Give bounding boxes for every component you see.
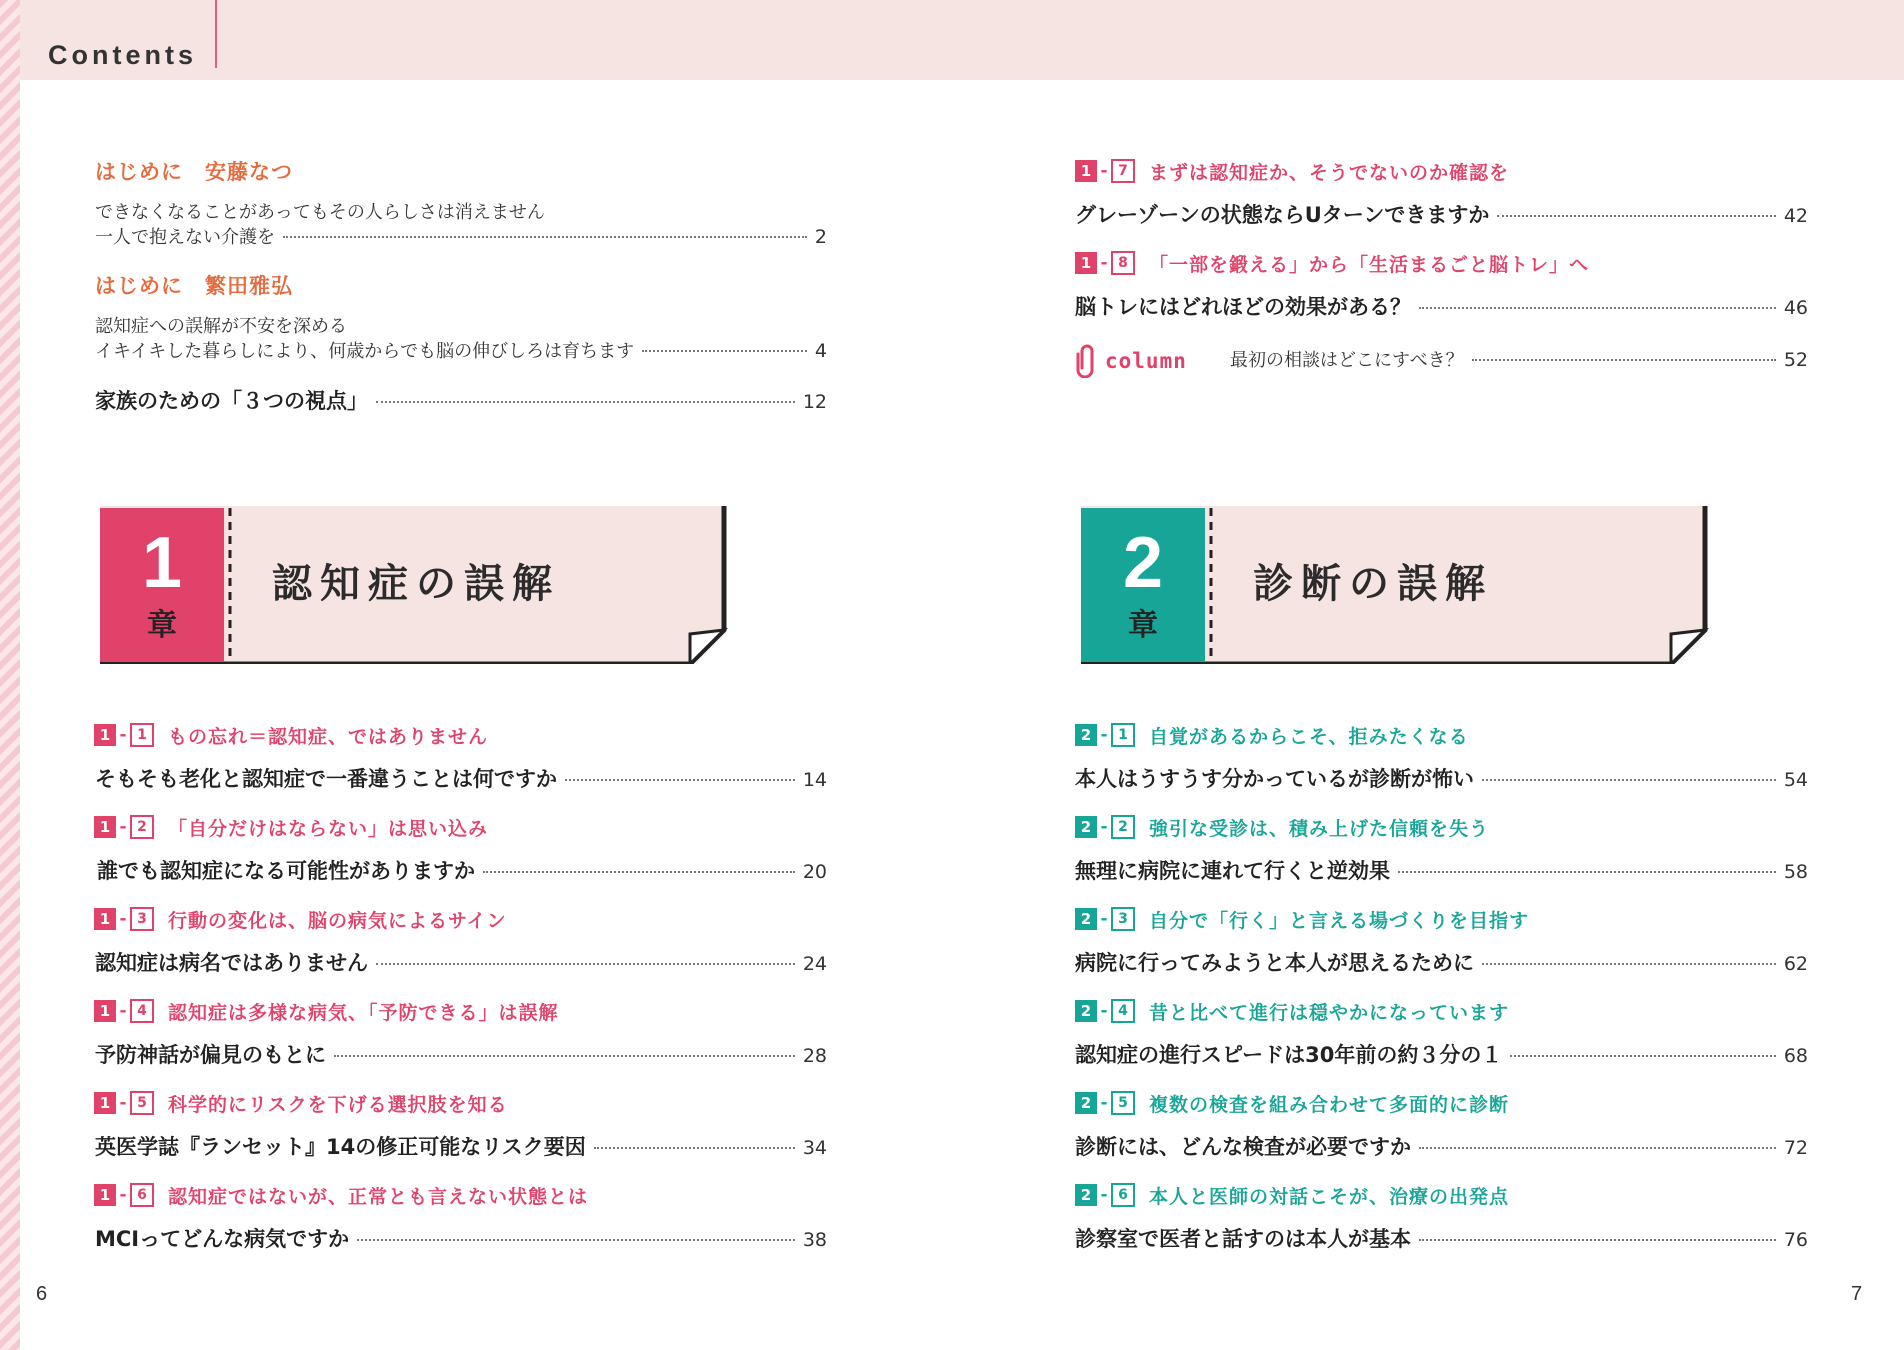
leader-dots bbox=[1482, 779, 1776, 781]
paperclip-icon bbox=[1075, 344, 1099, 378]
chapter-chip: 1 bbox=[94, 816, 116, 838]
toc-entry-title: 病院に行ってみようと本人が思えるために bbox=[1075, 951, 1474, 975]
leader-dots bbox=[1510, 1055, 1775, 1057]
toc-page-number: 54 bbox=[1783, 769, 1808, 791]
intro-heading-ando: はじめに 安藤なつ bbox=[95, 160, 293, 184]
toc-page-number: 28 bbox=[802, 1045, 827, 1067]
chapter-chip: 1 bbox=[1075, 252, 1097, 274]
toc-entry-title: 英医学誌『ランセット』14の修正可能なリスク要因 bbox=[95, 1135, 586, 1159]
section-heading-1-4: 1 - 4 認知症は多様な病気、「予防できる」は誤解 bbox=[94, 998, 559, 1024]
header-bar bbox=[20, 0, 1904, 80]
section-title: 強引な受診は、積み上げた信頼を失う bbox=[1149, 817, 1490, 840]
section-number: 3 bbox=[130, 907, 154, 931]
section-number: 5 bbox=[130, 1091, 154, 1115]
leader-dots bbox=[1482, 963, 1776, 965]
chapter-chip: 2 bbox=[1075, 908, 1097, 930]
chapter-chip: 2 bbox=[1075, 1184, 1097, 1206]
toc-entry-1-1[interactable] bbox=[95, 763, 827, 793]
chapter-chip: 2 bbox=[1075, 1000, 1097, 1022]
leader-dots bbox=[1419, 307, 1776, 309]
chapter-chip: 2 bbox=[1075, 724, 1097, 746]
section-number: 7 bbox=[1111, 159, 1135, 183]
section-number: 1 bbox=[1111, 723, 1135, 747]
chapter-chip: 1 bbox=[1075, 160, 1097, 182]
intro-line: 認知症への誤解が不安を深める bbox=[95, 316, 347, 337]
column-label bbox=[1075, 344, 1187, 378]
toc-page-number: 76 bbox=[1783, 1229, 1808, 1251]
toc-entry-1-6[interactable] bbox=[95, 1223, 827, 1253]
section-title: 本人と医師の対話こそが、治療の出発点 bbox=[1149, 1185, 1510, 1208]
toc-entry-title: 無理に病院に連れて行くと逆効果 bbox=[1075, 859, 1390, 883]
toc-entry-title: 一人で抱えない介護を bbox=[95, 227, 275, 248]
toc-page-number: 4 bbox=[814, 340, 827, 362]
chapter-chip: 1 bbox=[94, 1000, 116, 1022]
toc-entry-1-3[interactable] bbox=[95, 947, 827, 977]
toc-entry-title: 認知症の進行スピードは30年前の約３分の１ bbox=[1075, 1043, 1503, 1067]
section-heading-1-3: 1 - 3 行動の変化は、脳の病気によるサイン bbox=[94, 906, 507, 932]
toc-page-number: 14 bbox=[802, 769, 827, 791]
section-heading-2-4: 2 - 4 昔と比べて進行は穏やかになっています bbox=[1075, 998, 1509, 1024]
toc-page-number: 34 bbox=[802, 1137, 827, 1159]
toc-entry-2-3[interactable] bbox=[1075, 947, 1808, 977]
toc-page-number: 52 bbox=[1783, 349, 1808, 371]
page-title: Contents bbox=[48, 40, 197, 70]
chapter-label: 章 bbox=[1128, 608, 1158, 643]
toc-entry-1-2[interactable] bbox=[97, 855, 827, 885]
column-word: column bbox=[1105, 349, 1187, 373]
toc-entry-2-1[interactable] bbox=[1075, 763, 1808, 793]
section-number: 8 bbox=[1111, 251, 1135, 275]
section-heading-2-5: 2 - 5 複数の検査を組み合わせて多面的に診断 bbox=[1075, 1090, 1509, 1116]
toc-entry-1-4[interactable] bbox=[95, 1039, 827, 1069]
toc-entry-title: 最初の相談はどこにすべき？ bbox=[1230, 350, 1464, 371]
toc-entry-title: 診断には、どんな検査が必要ですか bbox=[1075, 1135, 1411, 1159]
section-heading-1-1: 1 - 1 もの忘れ＝認知症、ではありません bbox=[94, 722, 488, 748]
leader-dots bbox=[642, 350, 807, 352]
section-title: まずは認知症か、そうでないのか確認を bbox=[1149, 161, 1510, 184]
toc-entry-intro-shigeta[interactable] bbox=[95, 337, 827, 363]
section-number: 4 bbox=[130, 999, 154, 1023]
toc-page-number: 46 bbox=[1783, 297, 1808, 319]
toc-entry-2-5[interactable] bbox=[1075, 1131, 1808, 1161]
section-heading-1-2: 1 - 2 「自分だけはならない」は思い込み bbox=[94, 814, 488, 840]
chapter-2-banner[interactable] bbox=[1075, 500, 1715, 664]
toc-page-number: 42 bbox=[1783, 205, 1808, 227]
chapter-chip: 1 bbox=[94, 1184, 116, 1206]
chapter-number: 2 bbox=[1122, 523, 1164, 603]
toc-entry-1-5[interactable] bbox=[95, 1131, 827, 1161]
toc-entry-1-7[interactable] bbox=[1075, 199, 1808, 229]
section-number: 6 bbox=[1111, 1183, 1135, 1207]
toc-entry-title: グレーゾーンの状態ならUターンできますか bbox=[1075, 203, 1490, 227]
section-heading-1-6: 1 - 6 認知症ではないが、正常とも言えない状態とは bbox=[94, 1182, 588, 1208]
toc-page-number: 38 bbox=[802, 1229, 827, 1251]
leader-dots bbox=[376, 401, 795, 403]
header-divider bbox=[215, 0, 217, 68]
chapter-number: 1 bbox=[141, 523, 183, 603]
toc-entry-2-4[interactable] bbox=[1075, 1039, 1808, 1069]
chapter-label: 章 bbox=[147, 608, 177, 643]
toc-page-number: 24 bbox=[802, 953, 827, 975]
toc-entry-2-2[interactable] bbox=[1075, 855, 1808, 885]
chapter-title: 診断の誤解 bbox=[1253, 561, 1493, 607]
chapter-chip: 1 bbox=[94, 724, 116, 746]
toc-entry-title: 家族のための「３つの視点」 bbox=[95, 389, 368, 413]
intro-heading-shigeta: はじめに 繁田雅弘 bbox=[95, 274, 293, 298]
toc-entry-title: 認知症は病名ではありません bbox=[95, 951, 368, 975]
toc-entry-family[interactable] bbox=[95, 385, 827, 415]
toc-page-number: 72 bbox=[1783, 1137, 1808, 1159]
section-heading-1-5: 1 - 5 科学的にリスクを下げる選択肢を知る bbox=[94, 1090, 508, 1116]
section-heading-2-2: 2 - 2 強引な受診は、積み上げた信頼を失う bbox=[1075, 814, 1489, 840]
leader-dots bbox=[1419, 1239, 1776, 1241]
toc-entry-2-6[interactable] bbox=[1075, 1223, 1808, 1253]
section-heading-2-1: 2 - 1 自覚があるからこそ、拒みたくなる bbox=[1075, 722, 1469, 748]
leader-dots bbox=[376, 963, 795, 965]
toc-entry-title: イキイキした暮らしにより、何歳からでも脳の伸びしろは育ちます bbox=[95, 341, 635, 362]
toc-entry-intro-ando[interactable] bbox=[95, 223, 827, 249]
section-title: 科学的にリスクを下げる選択肢を知る bbox=[168, 1093, 508, 1116]
section-title: 認知症ではないが、正常とも言えない状態とは bbox=[168, 1185, 589, 1208]
page-number-right: 7 bbox=[1851, 1283, 1863, 1305]
intro-line: できなくなることがあってもその人らしさは消えません bbox=[95, 202, 545, 223]
toc-entry-title: MCIってどんな病気ですか bbox=[95, 1227, 350, 1251]
leader-dots bbox=[334, 1055, 795, 1057]
section-title: もの忘れ＝認知症、ではありません bbox=[168, 725, 489, 748]
section-title: 認知症は多様な病気、「予防できる」は誤解 bbox=[168, 1001, 559, 1024]
leader-dots bbox=[1398, 871, 1776, 873]
toc-entry-title: そもそも老化と認知症で一番違うことは何ですか bbox=[95, 767, 557, 791]
section-title: 複数の検査を組み合わせて多面的に診断 bbox=[1149, 1093, 1510, 1116]
toc-entry-title: 誰でも認知症になる可能性がありますか bbox=[97, 859, 475, 883]
leader-dots bbox=[357, 1239, 795, 1241]
section-number: 4 bbox=[1111, 999, 1135, 1023]
toc-entry-title: 診察室で医者と話すのは本人が基本 bbox=[1075, 1227, 1411, 1251]
chapter-chip: 1 bbox=[94, 908, 116, 930]
leader-dots bbox=[565, 779, 795, 781]
section-number: 2 bbox=[130, 815, 154, 839]
section-title: 「自分だけはならない」は思い込み bbox=[168, 817, 489, 840]
toc-entry-title: 予防神話が偏見のもとに bbox=[95, 1043, 326, 1067]
toc-page-number: 2 bbox=[814, 226, 827, 248]
chapter-title: 認知症の誤解 bbox=[272, 561, 560, 607]
section-title: 行動の変化は、脳の病気によるサイン bbox=[168, 909, 507, 932]
toc-entry-column[interactable] bbox=[1230, 346, 1808, 372]
toc-page-number: 12 bbox=[802, 391, 827, 413]
section-title: 「一部を鍛える」から「生活まるごと脳トレ」へ bbox=[1149, 253, 1590, 276]
section-title: 自分で「行く」と言える場づくりを目指す bbox=[1149, 909, 1530, 932]
page-edge-stripe bbox=[0, 0, 20, 1350]
toc-entry-1-8[interactable] bbox=[1075, 291, 1808, 321]
chapter-chip: 2 bbox=[1075, 1092, 1097, 1114]
leader-dots bbox=[483, 871, 795, 873]
toc-page-number: 58 bbox=[1783, 861, 1808, 883]
toc-page-number: 20 bbox=[802, 861, 827, 883]
section-number: 3 bbox=[1111, 907, 1135, 931]
section-heading-1-7: 1 - 7 まずは認知症か、そうでないのか確認を bbox=[1075, 158, 1509, 184]
toc-entry-title: 脳トレにはどれほどの効果がある？ bbox=[1075, 295, 1411, 319]
page-number-left: 6 bbox=[36, 1283, 48, 1305]
leader-dots bbox=[1419, 1147, 1776, 1149]
leader-dots bbox=[1497, 215, 1775, 217]
section-title: 昔と比べて進行は穏やかになっています bbox=[1149, 1001, 1510, 1024]
section-number: 6 bbox=[130, 1183, 154, 1207]
chapter-1-banner[interactable] bbox=[94, 500, 734, 664]
chapter-chip: 2 bbox=[1075, 816, 1097, 838]
section-heading-1-8: 1 - 8 「一部を鍛える」から「生活まるごと脳トレ」へ bbox=[1075, 250, 1589, 276]
section-number: 5 bbox=[1111, 1091, 1135, 1115]
leader-dots bbox=[594, 1147, 795, 1149]
leader-dots bbox=[283, 236, 807, 238]
section-heading-2-3: 2 - 3 自分で「行く」と言える場づくりを目指す bbox=[1075, 906, 1529, 932]
section-heading-2-6: 2 - 6 本人と医師の対話こそが、治療の出発点 bbox=[1075, 1182, 1509, 1208]
leader-dots bbox=[1472, 359, 1776, 361]
section-title: 自覚があるからこそ、拒みたくなる bbox=[1149, 725, 1469, 748]
toc-page-number: 62 bbox=[1783, 953, 1808, 975]
toc-entry-title: 本人はうすうす分かっているが診断が怖い bbox=[1075, 767, 1474, 791]
section-number: 1 bbox=[130, 723, 154, 747]
toc-page-number: 68 bbox=[1783, 1045, 1808, 1067]
chapter-chip: 1 bbox=[94, 1092, 116, 1114]
section-number: 2 bbox=[1111, 815, 1135, 839]
